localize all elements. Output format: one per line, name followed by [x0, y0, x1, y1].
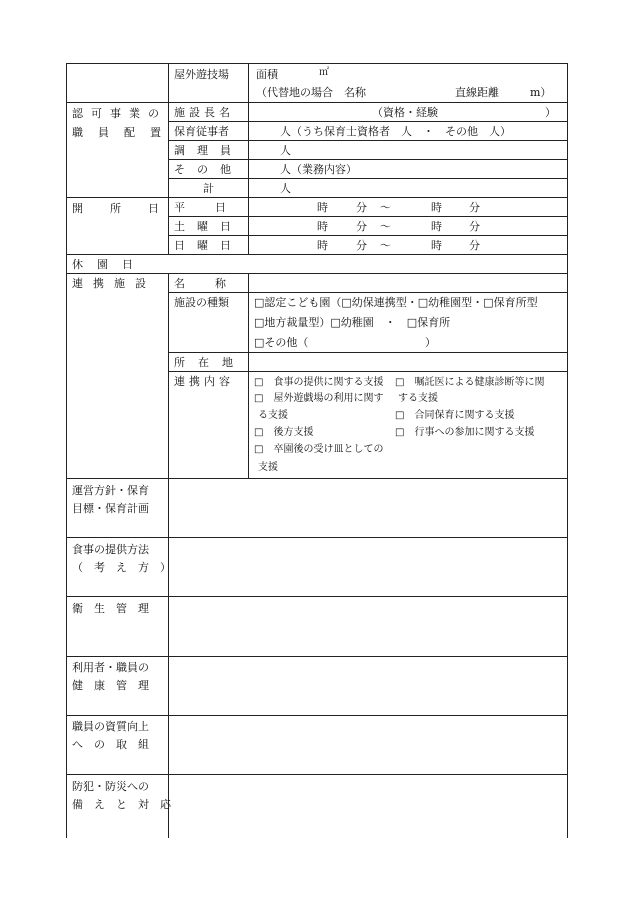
partner-type-label: 施設の種類 — [174, 296, 229, 309]
policy-label: 運営方針・保育 — [72, 484, 149, 497]
rule — [66, 254, 567, 255]
rule — [66, 596, 567, 597]
partner-content-item: □ 嘱託医による健康診断等に関 — [395, 377, 545, 388]
open-hour2: 時 — [431, 220, 442, 233]
open-tilde: ～ — [380, 239, 391, 252]
policy-label: 食事の提供方法 — [72, 543, 149, 556]
policy-label: 備 え と 対 応 — [72, 798, 171, 811]
staff-row-label: その他 — [174, 163, 243, 176]
open-days-title: 開所日 — [72, 202, 186, 215]
policy-label: へ の 取 組 — [72, 738, 149, 751]
partner-type-line3: □その他（ — [254, 336, 309, 349]
partner-content-item: 支援 — [258, 462, 278, 473]
partner-type-line1: □認定こども園（□幼保連携型・□幼稚園型・□保育所型 — [254, 296, 538, 309]
rule — [168, 352, 567, 353]
partner-section-title: 連携施設 — [72, 277, 156, 290]
partner-name-label: 名称 — [174, 277, 256, 290]
open-minute2: 分 — [469, 220, 480, 233]
open-hour: 時 — [317, 239, 328, 252]
rule — [168, 273, 169, 478]
rule-left — [66, 63, 67, 838]
staff-row-label: 計 — [203, 182, 214, 195]
rule — [66, 197, 567, 198]
rule — [168, 235, 567, 236]
partner-content-item: □ 屋外遊戯場の利用に関す — [254, 393, 384, 404]
staff-row-label: 調理員 — [174, 144, 243, 157]
rule — [168, 216, 567, 217]
rule — [66, 715, 567, 716]
rule — [168, 371, 567, 372]
open-minute: 分 — [356, 201, 367, 214]
rule-top — [66, 63, 567, 64]
policy-label: 目標・保育計画 — [72, 502, 149, 515]
outdoor-distance-unit: m） — [530, 86, 552, 99]
partner-content-item: □ 後方支援 — [254, 427, 314, 438]
rule — [66, 656, 567, 657]
closed-days-title: 休園日 — [72, 258, 147, 271]
policy-label: （ 考 え 方 ） — [72, 561, 171, 574]
staff-row-label: 施設長名 — [174, 106, 234, 119]
rule — [168, 63, 169, 254]
open-row-label: 土曜日 — [174, 220, 243, 233]
policy-label: 職員の資質向上 — [72, 720, 149, 733]
policy-label: 防犯・防災への — [72, 780, 149, 793]
partner-type-line3-end: ） — [425, 336, 436, 349]
staff-section-title: 認可事業の — [72, 107, 167, 120]
policy-label: 衛 生 管 理 — [72, 602, 149, 615]
open-minute: 分 — [356, 239, 367, 252]
outdoor-area-label: 面積 — [256, 68, 278, 81]
rule — [66, 273, 567, 274]
policy-label: 利用者・職員の — [72, 661, 149, 674]
outdoor-alt-name: （代替地の場合 名称 — [256, 86, 366, 99]
outdoor-label: 屋外遊技場 — [174, 68, 229, 81]
staff-row-value: （資格・経験 — [372, 106, 438, 119]
partner-content-item: □ 合同保育に関する支援 — [395, 410, 515, 421]
rule — [168, 121, 567, 122]
partner-content-label: 連携内容 — [174, 375, 234, 388]
open-minute: 分 — [356, 220, 367, 233]
open-hour2: 時 — [431, 239, 442, 252]
open-hour2: 時 — [431, 201, 442, 214]
rule — [168, 140, 567, 141]
staff-row-value: 人 — [280, 144, 291, 157]
outdoor-area-unit: ㎡ — [319, 67, 329, 78]
rule — [168, 292, 567, 293]
rule — [66, 537, 567, 538]
partner-content-item: □ 行事への参加に関する支援 — [395, 427, 535, 438]
rule — [66, 478, 567, 479]
partner-location-label: 所在地 — [174, 356, 246, 369]
partner-content-item: する支援 — [398, 393, 438, 404]
partner-content-item: る支援 — [258, 410, 288, 421]
rule — [168, 159, 567, 160]
rule — [66, 774, 567, 775]
open-minute2: 分 — [469, 201, 480, 214]
rule — [66, 102, 567, 103]
open-minute2: 分 — [469, 239, 480, 252]
open-row-label: 日曜日 — [174, 239, 243, 252]
partner-content-item: □ 食事の提供に関する支援 — [254, 377, 384, 388]
open-hour: 時 — [317, 220, 328, 233]
staff-row-value-end: ） — [545, 106, 556, 119]
rule-right — [567, 63, 568, 838]
open-row-label: 平日 — [174, 201, 256, 214]
open-hour: 時 — [317, 201, 328, 214]
staff-section-title-2: 職員配置 — [72, 126, 176, 139]
staff-row-value: 人 — [280, 182, 291, 195]
rule — [168, 478, 169, 838]
open-tilde: ～ — [380, 220, 391, 233]
partner-content-item: □ 卒園後の受け皿としての — [254, 444, 384, 455]
open-tilde: ～ — [380, 201, 391, 214]
rule — [248, 273, 249, 478]
staff-row-value: 人（業務内容） — [280, 163, 357, 176]
partner-type-line2: □地方裁量型）□幼稚園 ・ □保育所 — [254, 316, 451, 329]
rule — [248, 63, 249, 254]
staff-row-label: 保育従事者 — [174, 125, 229, 138]
staff-row-value: 人（うち保育士資格者 人 ・ その他 人） — [280, 125, 511, 138]
outdoor-distance: 直線距離 — [455, 86, 499, 99]
rule — [168, 178, 567, 179]
policy-label: 健 康 管 理 — [72, 679, 149, 692]
